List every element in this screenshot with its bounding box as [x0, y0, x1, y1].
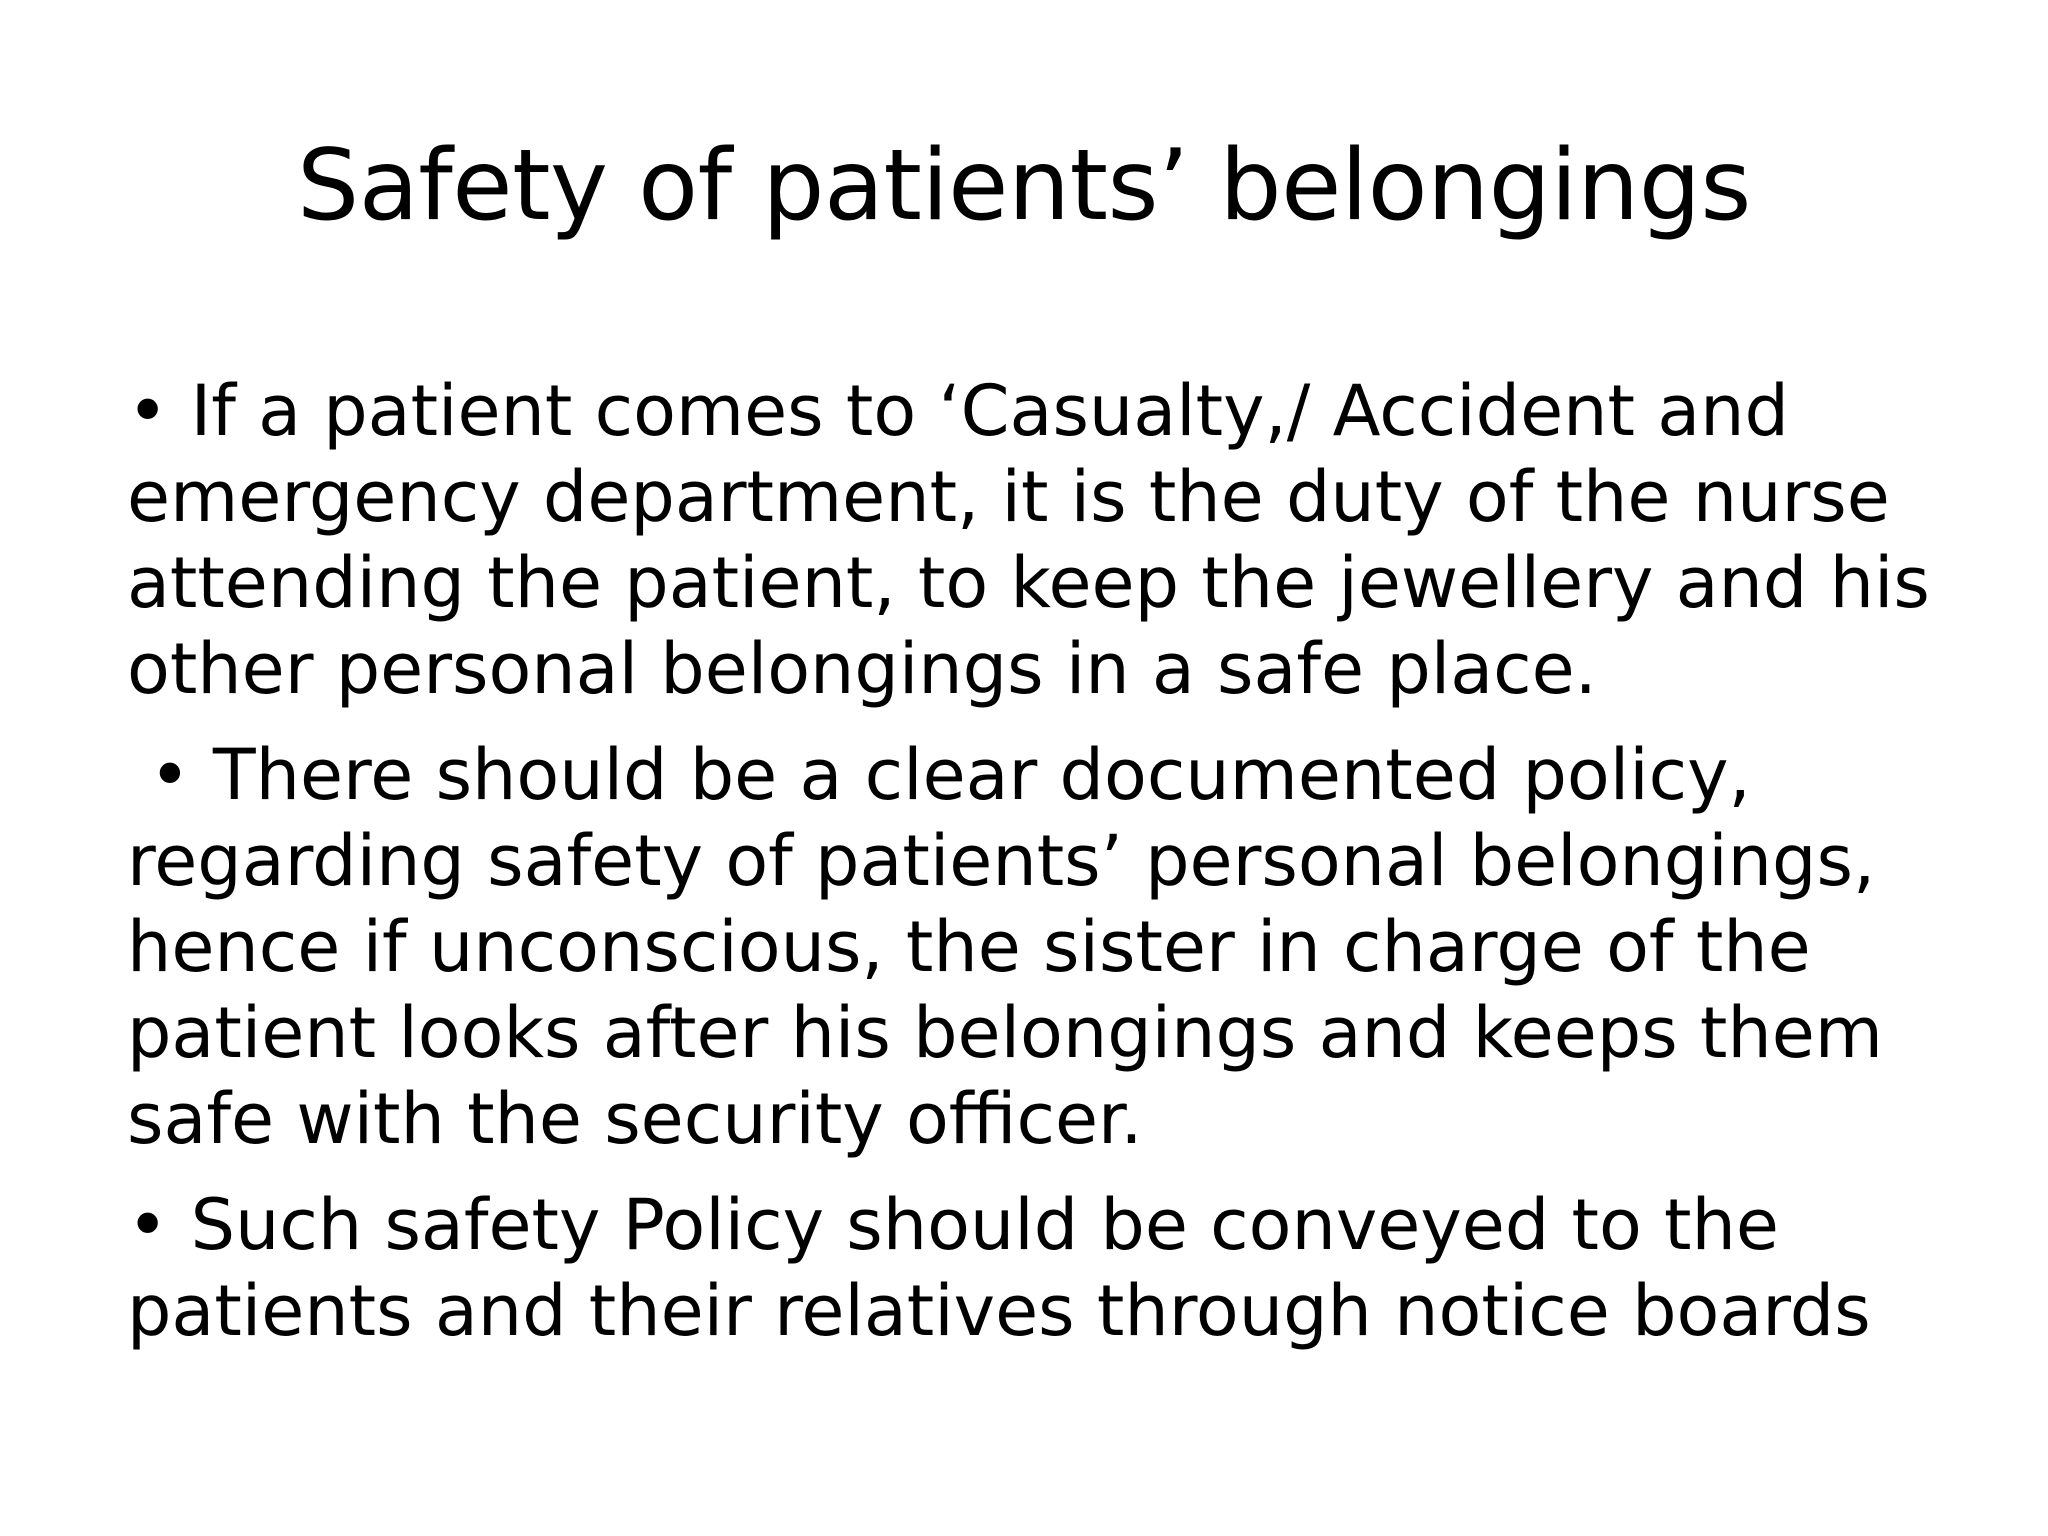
slide-title: Safety of patients’ belongings — [297, 129, 1751, 243]
bullet-item — [127, 732, 1927, 1162]
bullet-line: regarding safety of patients’ personal belongings, — [127, 820, 1876, 902]
bullet-text: There should be a clear documented policy, — [212, 734, 1751, 816]
bullet-line: other personal belongings in a safe place. — [127, 628, 1597, 710]
bullet-list — [127, 368, 1930, 1374]
bullet-text: Such safety Policy should be conveyed to the — [190, 1184, 1779, 1266]
bullet-line: hence if unconscious, the sister in charge of the — [127, 906, 1811, 988]
bullet-text: If a patient comes to ‘Casualty,/ Accident and — [190, 370, 1789, 452]
bullet-dot-icon: • — [149, 734, 191, 816]
bullet-line: patients and their relatives through notice boards — [127, 1270, 1871, 1352]
bullet-item — [127, 368, 1930, 712]
bullet-line: patient looks after his belongings and keeps them — [127, 992, 1883, 1074]
bullet-line — [127, 1182, 1927, 1268]
bullet-line: attending the patient, to keep the jewellery and his — [127, 542, 1930, 624]
bullet-line — [127, 732, 1927, 818]
bullet-line: emergency department, it is the duty of the nurse — [127, 456, 1890, 538]
bullet-item — [127, 1182, 1927, 1354]
bullet-line — [127, 368, 1927, 454]
bullet-dot-icon: • — [127, 370, 169, 452]
bullet-dot-icon: • — [127, 1184, 169, 1266]
bullet-line: safe with the security officer. — [127, 1078, 1143, 1160]
